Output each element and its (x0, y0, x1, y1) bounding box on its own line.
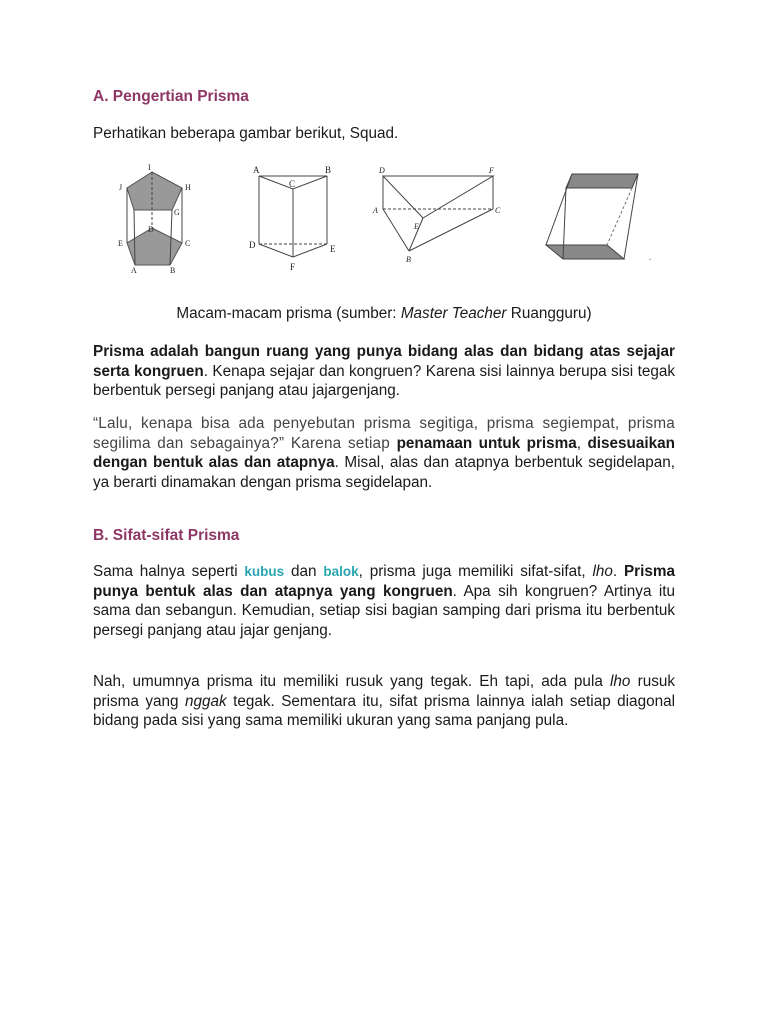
balok-link[interactable]: balok (323, 564, 359, 579)
fig3-label: B (406, 255, 411, 264)
triangular-prism-figure (248, 162, 348, 274)
fig2-label: E (330, 244, 336, 254)
fig3-label: E (414, 222, 419, 231)
edges-paragraph (93, 672, 675, 731)
fig4-mark: . (649, 252, 652, 262)
p3-text: . Apa sih kongruen? Artinya itu sama dan sebangun. Kemudian, setiap sisi bagian samping dari prisma itu berbentuk persegi panjang atau jajar genjang. (93, 582, 675, 639)
caption-text-end: Ruangguru) (506, 305, 592, 322)
prism-figures (93, 162, 675, 274)
p4-text: Nah, umumnya prisma itu memiliki rusuk yang tegak. Eh tapi, ada pula (93, 673, 611, 690)
fig1-label: G (174, 208, 180, 217)
p3-bold: Prisma punya bentuk alas dan atapnya yang kongruen (93, 563, 676, 600)
fig1-label: A (131, 266, 137, 274)
fig3-label: C (495, 206, 501, 215)
naming-paragraph (93, 414, 675, 492)
oblique-triangular-prism-figure (371, 162, 503, 274)
definition-rest: . Kenapa sejajar dan kongruen? Karena sisi lainnya berupa sisi tegak berbentuk persegi panjang atau jajargenjang. (93, 362, 675, 399)
p3-text: , prisma juga memiliki sifat-sifat, (358, 563, 593, 580)
naming-bold-2: disesuaikan dengan bentuk alas dan atapnya (93, 434, 676, 471)
fig1-label: B (170, 266, 176, 274)
p4-text: rusuk prisma yang (93, 673, 676, 710)
caption-italic: Master Teacher (400, 305, 507, 322)
p4-italic: lho (610, 673, 631, 690)
fig2-label: F (290, 262, 296, 272)
fig2-label: C (289, 179, 296, 189)
intro-text: Perhatikan beberapa gambar berikut, Squad. (93, 125, 399, 142)
naming-comma: , (576, 434, 588, 452)
fig3-label: A (373, 206, 378, 215)
fig2-label: D (249, 240, 256, 250)
p3-italic: lho (592, 563, 613, 580)
fig1-label: C (185, 239, 191, 248)
p4-text: tegak. Sementara itu, sifat prisma lainnya ialah setiap diagonal bidang pada sisi yang sama memiliki ukuran yang sama panjang pula. (93, 692, 675, 729)
fig3-label: D (379, 166, 385, 175)
fig1-label: J (119, 183, 123, 192)
p3-text: . (612, 563, 624, 580)
fig2-label: B (325, 165, 332, 175)
fig1-label: H (185, 183, 191, 192)
p3-text: dan (284, 563, 324, 580)
definition-paragraph (93, 342, 675, 401)
figure-caption (93, 305, 675, 323)
properties-paragraph (93, 562, 675, 640)
pentagonal-prism-figure (115, 162, 205, 274)
section-a-heading: A. Pengertian Prisma (93, 88, 249, 105)
fig1-label: E (118, 239, 123, 248)
fig1-label: D (148, 225, 154, 234)
naming-quote: “Lalu, kenapa bisa ada penyebutan prisma segitiga, prisma segiempat, prisma segilima dan sebagainya?” Karena setiap (93, 415, 675, 452)
kubus-link[interactable]: kubus (244, 564, 285, 579)
definition-bold: Prisma adalah bangun ruang yang punya bidang alas dan bidang atas sejajar serta kongruen (93, 343, 675, 380)
naming-rest: . Misal, alas dan atapnya berbentuk segidelapan, ya berarti dinamakan dengan prisma segidelapan. (93, 454, 676, 491)
naming-bold-1: penamaan untuk prisma (396, 434, 577, 452)
p4-italic: nggak (184, 692, 227, 710)
caption-text: Macam-macam prisma (sumber: (176, 305, 401, 322)
fig1-label: I (148, 163, 151, 172)
p3-text: Sama halnya seperti (93, 563, 245, 580)
oblique-rectangular-prism-figure (541, 162, 666, 274)
fig3-label: F (489, 166, 494, 175)
section-b-heading: B. Sifat-sifat Prisma (93, 527, 240, 544)
fig2-label: A (253, 165, 260, 175)
